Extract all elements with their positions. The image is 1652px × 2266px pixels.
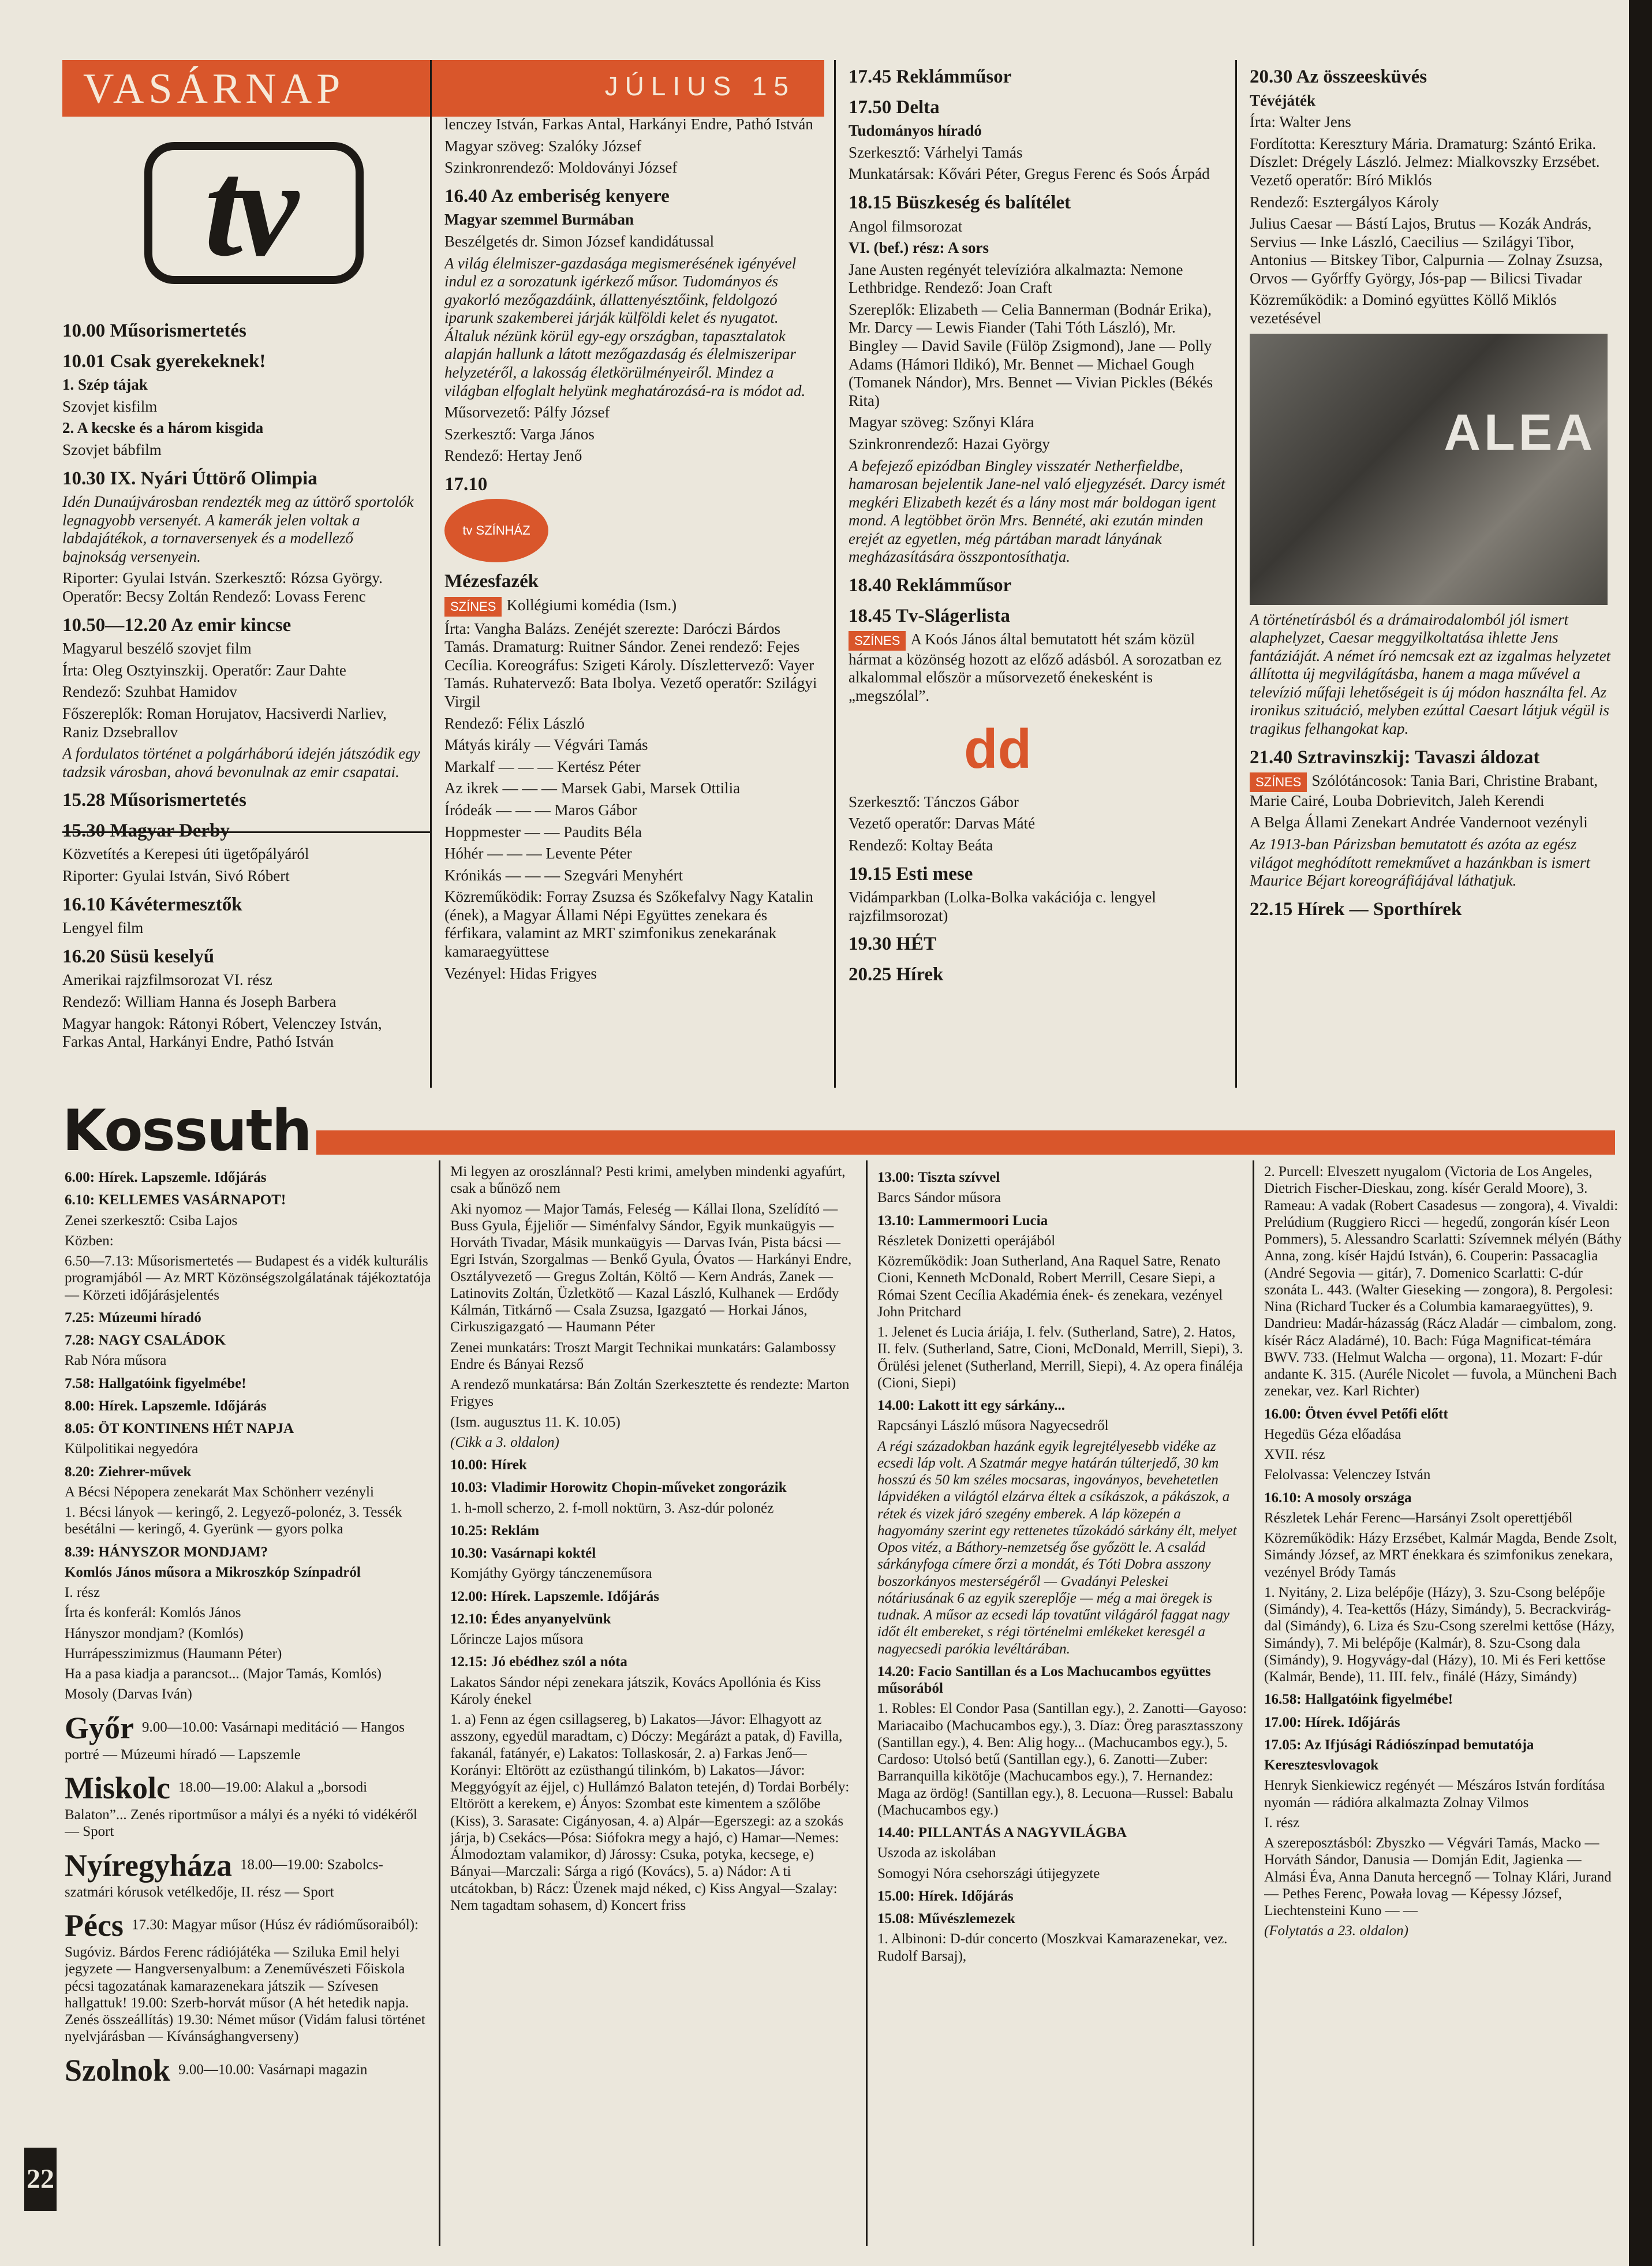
program-title: 16.40 Az emberiség kenyere <box>444 185 670 207</box>
program-description: Idén Dunaújvárosban rendezték meg az úttörő sportolók legnagyobb versenyét. A kamerák jelen voltak a labdajátékok, a tornaversenyek és a modellező bajnokság versenyein. <box>62 493 414 565</box>
program-detail: Zenei munkatárs: Troszt Margit Technikai munkatárs: Galambossy Endre és Bányai Rezső <box>450 1339 836 1372</box>
program-title: 16.00: Ötven évvel Petőfi előtt <box>1264 1406 1448 1422</box>
program-title: 8.20: Ziehrer-művek <box>65 1464 192 1480</box>
program-title: 8.39: HÁNYSZOR MONDJAM? <box>65 1544 268 1560</box>
program-detail: Rendező: Esztergályos Károly <box>1250 193 1439 211</box>
radio-column-4 <box>1264 1163 1622 2249</box>
program-detail: Rendező: Szuhbat Hamidov <box>62 683 237 701</box>
program-detail: Rab Nóra műsora <box>65 1353 167 1369</box>
program-subtitle: Magyar szemmel Burmában <box>444 211 634 229</box>
program-subtitle: Tévéjáték <box>1250 91 1315 109</box>
program-detail: Szerkesztő: Varga János <box>444 425 595 443</box>
program-detail: Beszélgetés dr. Simon József kandidátussal <box>444 232 715 250</box>
program-description: A régi századokban hazánk egyik legrejtélyesebb vidéke az ecsedi láp volt. A Szatmár megye határán túlterjedő, 30 km hosszú és 50 km széles mocsaras, ingoványos, bevehetetlen lápvidéken a világtól elzárva éltek a csíkászok, a pákászok, a rétek és vizek járó szegény emberek. A láp közepén a hagyomány szerint egy rettenetes tűzokádó sárkány élt, melyet Opos vitéz, a Báthory-nemzetség őse győzött le. A család sárkányfoga címere őrzi a mondát, és Tóti Dobra asszony boszorkányos mesterségéről — Gvadányi Peleskei nótáriusának 6 az egyik szereplője — még a mai öregek is tudnak. A műsor az ecsedi láp tovatűnt világáról faggat nagy időt élt embereket, s régi történelmi emlékeket keresgél a nagyecsedi parókia levéltárában. <box>877 1438 1237 1657</box>
program-detail: Közreműködik: a Dominó együttes Köllő Miklós vezetésével <box>1250 291 1557 327</box>
program-detail: 1. a) Fenn az égen csillagsereg, b) Lakatos—Jávor: Elhagyott az asszony, egyedül maradtam, c) Dóczy: Megárázt a patak, d) Favilla, fakanál, fatányér, e) Lakatos: Tollaskosár, 2. a) Farkas Jenő—Korányi: Eltörött az ezüsthangú tilinkóm, b) Lakatos—Jávor: Meggyógyít az éjjel, c) Hullámzó Balaton tetején, d) Tordai Borbély: Eltörött a kerekem, e) Ányos: Szombat este kimentem a szőlőbe (Kiss), 3. Sarasate: Cigányosan, 4. a) Alpár—Egerszegi: az a szokás járja, b) Csekács—Pósa: Siófokra megy a hajó, c) Hamar—Nemes: Álmodoztam valamikor, d) Járossy: Csuka, potyka, kecsege, e) Bányai—Marczali: Sárga a rigó (Kovács), 5. a) Nádor: A ti utcátokban, b) Rácz: Üzenek majd néked, c) Kiss Angyal—Szalay: Nem tagadtam sohasem, d) Koncert friss <box>450 1712 850 1913</box>
program-detail: Henryk Sienkiewicz regényét — Mészáros István fordítása nyomán — rádióra alkalmazta Zolnay Vilmos <box>1264 1778 1605 1810</box>
scene-photo <box>1250 334 1608 605</box>
program-detail: Uszoda az iskolában <box>877 1845 996 1861</box>
program-title: 10.25: Reklám <box>450 1522 540 1539</box>
region-schedule: 18.00—19.00: Szabolcs-szatmári kórusok vetélkedője, II. rész — Sport <box>65 1856 383 1900</box>
program-detail: Barcs Sándor műsora <box>877 1190 1001 1206</box>
program-title: 15.28 Műsorismertetés <box>62 790 246 811</box>
day-header-banner <box>62 60 824 117</box>
program-detail: Közreműködik: Házy Erzsébet, Kalmár Magda, Bende Zsolt, Simándy József, az MRT énekkara és szimfonikus zenekara, vezényel Bródy Tamás <box>1264 1530 1617 1580</box>
program-detail: Munkatársak: Kővári Péter, Gregus Ferenc és Soós Árpád <box>849 165 1210 183</box>
regional-program <box>65 1710 432 1763</box>
program-detail: Jane Austen regényét televízióra alkalmazta: Nemone Lethbridge. Rendező: Joan Craft <box>849 260 1183 297</box>
program-detail: Szovjet bábfilm <box>62 440 162 458</box>
program-detail: Felolvassa: Velenczey István <box>1264 1467 1431 1483</box>
program-detail: Közvetítés a Kerepesi úti ügetőpályáról <box>62 845 309 863</box>
program-title: 10.50—12.20 Az emir kincse <box>62 614 291 636</box>
column-divider <box>430 60 432 1088</box>
program-title: 13.00: Tiszta szívvel <box>877 1170 1000 1185</box>
date-label: JÚLIUS 15 <box>604 71 795 101</box>
program-detail: Rendező: Félix László <box>444 714 585 732</box>
program-title: 10.01 Csak gyerekeknek! <box>62 350 266 372</box>
program-detail: A rendező munkatársa: Bán Zoltán Szerkesztette és rendezte: Marton Frigyes <box>450 1377 850 1410</box>
program-detail: Riporter: Gyulai István, Sivó Róbert <box>62 867 290 885</box>
program-detail: Riporter: Gyulai István. Szerkesztő: Rózsa György. Operatőr: Becsy Zoltán Rendező: Lovass Ferenc <box>62 569 383 606</box>
badge-note-text: A Koós János által bemutatott hét szám közül hármat a közönség hozott az előző adásból. A sorozatban ez alkalommal először a műsorvezető énekesként is „megszólal”. <box>849 630 1222 704</box>
program-detail: Magyar szöveg: Szőnyi Klára <box>849 413 1034 431</box>
badge-note-text: Szólótáncosok: Tania Bari, Christine Brabant, Marie Cairé, Louba Dobrievitch, Jaleh Kerendi <box>1250 772 1598 809</box>
program-detail: (Ism. augusztus 11. K. 10.05) <box>450 1414 621 1430</box>
regional-program <box>65 1907 432 2045</box>
program-detail: Vezető operatőr: Darvas Máté <box>849 815 1036 833</box>
program-subtitle: Tudományos híradó <box>849 122 982 140</box>
radio-title-bar <box>316 1130 1615 1155</box>
region-schedule: 9.00—10.00: Vasárnapi meditáció — Hangos portré — Múzeumi híradó — Lapszemle <box>65 1719 405 1763</box>
program-title: 17.50 Delta <box>849 96 940 118</box>
program-detail: Fordította: Keresztury Mária. Dramaturg: Szántó Erika. Díszlet: Drégely László. Jelmez: Mialkovszky Erzsébet. Vezető operatőr: Bíró Miklós <box>1250 135 1600 189</box>
program-detail: A Bécsi Népopera zenekarát Max Schönherr vezényli <box>65 1484 374 1500</box>
program-title: 19.30 HÉT <box>849 934 937 955</box>
program-detail: Rapcsányi László műsora Nagyecsedről <box>877 1418 1109 1434</box>
program-description: (Cikk a 3. oldalon) <box>450 1434 559 1450</box>
program-title: 18.40 Reklámműsor <box>849 574 1012 596</box>
program-detail: 6.50—7.13: Műsorismertetés — Budapest és a vidék kulturális programjából — Az MRT Közönségszolgálatának tájékoztatója — Körzeti időjárásjelentés <box>65 1253 431 1303</box>
program-detail: Külpolitikai negyedóra <box>65 1441 199 1457</box>
program-detail: Főszereplők: Roman Horujatov, Hacsiverdi Narliev, Raniz Dzsebrallov <box>62 704 387 741</box>
program-title: 17.05: Az Ifjúsági Rádiószínpad bemutatója <box>1264 1737 1534 1753</box>
tv-column-1 <box>62 312 420 1088</box>
radio-column-2 <box>450 1163 857 2249</box>
program-detail: Zenei szerkesztő: Csiba Lajos <box>65 1212 238 1229</box>
tv-szinhaz-logo: tv SZÍNHÁZ <box>444 499 548 562</box>
program-detail: Hurrápesszimizmus (Haumann Péter) <box>65 1645 282 1662</box>
color-badge: SZÍNES <box>444 597 502 617</box>
program-detail: 1. Bécsi lányok — keringő, 2. Legyező-polonéz, 3. Tessék besétálni — keringő, 4. Gyerünk — gyors polka <box>65 1505 402 1537</box>
program-detail: Rendező: Koltay Beáta <box>849 837 993 854</box>
program-detail: A szereposztásból: Zbyszko — Végvári Tamás, Macko — Horváth Sándor, Danusia — Domján Edit, Jagienka — Almási Éva, Anna Danuta hercegnő — Tolnay Klári, Jurand — Pethes Ferenc, Powała lovag — Képessy József, Liechtensteini Kuno — — <box>1264 1835 1612 1918</box>
program-title: 20.30 Az összeesküvés <box>1250 66 1427 87</box>
program-detail: Ha a pasa kiadja a parancsot... (Major Tamás, Komlós) <box>65 1666 382 1682</box>
column-divider <box>1253 1160 1254 2246</box>
program-title: 16.58: Hallgatóink figyelmébe! <box>1264 1692 1453 1708</box>
program-detail: Somogyi Nóra csehországi útijegyzete <box>877 1865 1100 1882</box>
program-detail: Krónikás — — — Szegvári Menyhért <box>444 866 683 884</box>
program-subtitle: Komlós János műsora a Mikroszkóp Színpadról <box>65 1564 361 1580</box>
program-detail: Írta: Oleg Osztyinszkij. Operatőr: Zaur Dahte <box>62 661 346 679</box>
program-title: 14.00: Lakott itt egy sárkány... <box>877 1398 1065 1413</box>
region-schedule: 17.30: Magyar műsor (Húsz év rádióműsoraiból): Sugóviz. Bárdos Ferenc rádiójátéka — Sziluka Emil helyi jegyzete — Hangversenyalbum: a Zeneművészeti Főiskola pécsi tagozatának kamarazenekara játszik — Szívesen hallgattuk! 19.00: Szerb-horvát műsor (A hét hetedik napja. Zenés összeállítás) 19.30: Német műsor (Vidám falusi történet nyelvjárásban — Kívánsághangverseny) <box>65 1917 425 2045</box>
program-detail: Közreműködik: Forray Zsuzsa és Szőkefalvy Nagy Katalin (ének), a Magyar Állami Népi Együttes zenekara és férfikara, valamint az MRT szimfonikus zenekarának kamaraegyüttese <box>444 888 813 960</box>
region-schedule: 9.00—10.00: Vasárnapi magazin <box>178 2062 368 2078</box>
program-title: 18.15 Büszkeség és balítélet <box>849 192 1071 213</box>
program-subtitle: VI. (bef.) rész: A sors <box>849 239 989 257</box>
program-detail: Lőrincze Lajos műsora <box>450 1632 584 1647</box>
program-detail: Szinkronrendező: Hazai György <box>849 435 1050 453</box>
program-detail: Közreműködik: Joan Sutherland, Ana Raquel Satre, Renato Cioni, Kenneth McDonald, Robert Merrill, Cesare Siepi, a Római Szent Cecília Akadémia ének- és zenekara, vezényel John Pritchard <box>877 1253 1223 1320</box>
program-title: 17.10 <box>444 473 488 495</box>
program-detail: Magyarul beszélő szovjet film <box>62 640 252 658</box>
program-detail: Írta: Walter Jens <box>1250 113 1351 131</box>
program-detail: Szerkesztő: Tánczos Gábor <box>849 793 1019 811</box>
program-title: 15.08: Művészlemezek <box>877 1911 1015 1927</box>
program-detail: Rendező: Hertay Jenő <box>444 447 582 465</box>
program-title: 10.00: Hírek <box>450 1457 527 1473</box>
program-detail: Részletek Lehár Ferenc—Harsányi Zsolt operettjéből <box>1264 1510 1573 1526</box>
program-detail: Részletek Donizetti operájából <box>877 1233 1056 1249</box>
program-subtitle: 2. A kecske és a három kisgida <box>62 419 264 437</box>
program-detail: Lengyel film <box>62 919 144 937</box>
program-title: 8.00: Hírek. Lapszemle. Időjárás <box>65 1398 267 1414</box>
program-detail: Íródeák — — — Maros Gábor <box>444 801 637 819</box>
program-detail: 1. Jelenet és Lucia áriája, I. felv. (Sutherland, Satre), 2. Hatos, II. felv. (Sutherland, Satre, Cioni, McDonald, Merrill, Siepi), 3. Őrülési jelenet (Sutherland, Merrill, Siepi), 4. Az opera fináléja (Cioni, Siepi) <box>877 1324 1243 1391</box>
program-detail: Lakatos Sándor népi zenekara játszik, Kovács Apollónia és Kiss Károly énekel <box>450 1674 821 1707</box>
program-title: 6.10: KELLEMES VASÁRNAPOT! <box>65 1192 286 1208</box>
region-name: Pécs <box>65 1908 124 1943</box>
radio-section-title: Kossuth <box>62 1098 311 1164</box>
program-subtitle: Keresztesvlovagok <box>1264 1757 1379 1773</box>
program-detail: Hányszor mondjam? (Komlós) <box>65 1625 244 1641</box>
program-detail: Hóhér — — — Levente Péter <box>444 845 632 863</box>
program-detail: Írta és konferál: Komlós János <box>65 1605 241 1621</box>
program-title: 15.30 Magyar Derby <box>62 820 230 841</box>
column-divider <box>439 1160 440 2246</box>
program-detail: Írta: Vangha Balázs. Zenéjét szerezte: Daróczi Bárdos Tamás. Dramaturg: Ruitner Sándor. Zenei rendező: Fejes Cecília. Koreográfus: Szigeti Károly. Díszlettervező: Vayer Tamás. Ruhatervező: Bata Ibolya. Vezető operatőr: Szilágyi Virgil <box>444 619 817 711</box>
tv-column-2 <box>444 115 825 1085</box>
radio-column-3 <box>877 1163 1247 2249</box>
program-detail: Szerkesztő: Várhelyi Tamás <box>849 143 1023 161</box>
regional-program <box>65 1770 432 1841</box>
program-detail: Komjáthy György tánczeneműsora <box>450 1566 652 1582</box>
program-detail: 1. Albinoni: D-dúr concerto (Moszkvai Kamarazenekar, vez. Rudolf Barsaj), <box>877 1931 1228 1964</box>
slagerlista-logo: dd <box>964 718 1032 780</box>
regional-program <box>65 2052 432 2089</box>
program-title: 16.20 Süsü keselyű <box>62 946 215 967</box>
program-detail: I. rész <box>65 1585 100 1600</box>
program-detail: 1. Robles: El Condor Pasa (Santillan egy.), 2. Zanotti—Gayoso: Mariacaibo (Machucambos egy.), 3. Díaz: Öreg parasztasszony (Santillan egy.), 4. Ben: Alig hogy... (Machucambos egy.), 5. Cardoso: Utolsó betű (Santillan egy.), 6. Zanotti—Zuber: Barranquilla kikötője (Machucambos egy.), 7. Hernandez: Maga az ördög! (Santillan egy.), 8. Lecuona—Russel: Babalu (Machucambos egy.) <box>877 1701 1247 1818</box>
tv-column-3 <box>849 58 1227 1085</box>
program-detail: Az ikrek — — — Marsek Gabi, Marsek Ottilia <box>444 779 741 797</box>
program-title: 8.05: ÖT KONTINENS HÉT NAPJA <box>65 1421 294 1436</box>
program-detail: Mosoly (Darvas Iván) <box>65 1686 192 1703</box>
program-detail: Szereplők: Elizabeth — Celia Bannerman (Bodnár Erika), Mr. Darcy — Lewis Fiander (Tahi Tóth László), Mr. Bingley — David Savile (Fülöp Zsigmond), Jane — Polly Adams (Hámori Ildikó), Mr. Bennet — Michael Gough (Tomanek Nándor), Mrs. Bennet — Vivian Pickles (Békés Rita) <box>849 300 1213 409</box>
program-title: 15.00: Hírek. Időjárás <box>877 1888 1014 1904</box>
program-title: 14.20: Facio Santillan és a Los Machucambos együttes műsorából <box>877 1663 1211 1696</box>
column-divider <box>866 1160 868 2246</box>
program-subtitle: 1. Szép tájak <box>62 376 148 394</box>
program-title: 6.00: Hírek. Lapszemle. Időjárás <box>65 1170 267 1185</box>
program-title: 12.10: Édes anyanyelvünk <box>450 1611 611 1627</box>
program-title: 17.45 Reklámműsor <box>849 66 1012 87</box>
program-title: 16.10 Kávétermesztők <box>62 894 242 915</box>
program-detail: Julius Caesar — Bástí Lajos, Brutus — Kozák András, Servius — Inke László, Caecilius — Szilágyi Tibor, Antonius — Bitskey Tibor, Calpurnia — Zolnay Zsuzsa, Orvos — Győrffy György, Jós-pap — Bilicsi Tivadar <box>1250 215 1603 287</box>
program-detail: lenczey István, Farkas Antal, Harkányi Endre, Pathó István <box>444 115 813 133</box>
program-detail: A Belga Állami Zenekart Andrée Vandernoot vezényli <box>1250 813 1588 831</box>
program-detail: Vezényel: Hidas Frigyes <box>444 964 597 982</box>
program-title: 13.10: Lammermoori Lucia <box>877 1212 1048 1229</box>
tv-logo-text: tv <box>204 131 293 285</box>
program-title: 12.15: Jó ebédhez szól a nóta <box>450 1654 627 1670</box>
program-detail: Magyar szöveg: Szalóky József <box>444 137 642 155</box>
program-description: A befejező epizódban Bingley visszatér Netherfieldbe, hamarosan bejelentik Jane-nel való eljegyzését. Darcy ismét megkéri Elizabeth kezét és a lány most már boldogan igent mond. A legtöbbet örön Mrs. Bennété, aki ezután minden erejét az egyetlen, még pártában maradt lányának megházasítására összpontosíthatja. <box>849 457 1225 566</box>
color-program-note <box>1250 772 1619 810</box>
color-badge: SZÍNES <box>849 631 906 651</box>
program-title: 18.45 Tv-Slágerlista <box>849 605 1010 626</box>
program-detail: Közben: <box>65 1233 114 1249</box>
program-detail: Markalf — — — Kertész Péter <box>444 757 641 775</box>
region-schedule: 18.00—19.00: Alakul a „borsodi Balaton”... Zenés riportműsor a mályi és a nyéki tó vidékéről — Sport <box>65 1779 417 1840</box>
program-detail: I. rész <box>1264 1815 1300 1831</box>
program-title: 10.30: Vasárnapi koktél <box>450 1545 596 1561</box>
program-detail: Szovjet kisfilm <box>62 397 158 415</box>
regional-program <box>65 1847 432 1901</box>
column-divider <box>834 60 836 1088</box>
tv-column-4 <box>1250 58 1619 1085</box>
region-name: Szolnok <box>65 2052 171 2088</box>
program-title: 17.00: Hírek. Időjárás <box>1264 1714 1400 1730</box>
program-detail: Mátyás király — Végvári Tamás <box>444 736 648 754</box>
region-name: Miskolc <box>65 1770 170 1805</box>
program-title: 22.15 Hírek — Sporthírek <box>1250 898 1462 920</box>
program-detail: Aki nyomoz — Major Tamás, Feleség — Kállai Ilona, Szelídító — Buss Gyula, Éjjeliőr — Siménfalvy Sándor, Egyik munkaügyis — Horváth Tivadar, Másik munkaügyis — Darvas Iván, Pista bácsi — Egri István, Szorgalmas — Benkő Gyula, Óvatos — Harkányi Endre, Osztályvezető — Gregus Zoltán, Költő — Kern András, Zanek — Latinovits Zoltán, Üzletkötő — Kazal László, Kulhanek — Erdődy Kálmán, Titkárnő — Csala Zsuzsa, Igazgató — Horkai János, Cirkuszigazgató — Haumann Péter <box>450 1201 852 1335</box>
program-detail: Rendező: William Hanna és Joseph Barbera <box>62 993 337 1011</box>
color-program-note <box>849 630 1227 705</box>
color-program-note <box>444 596 825 617</box>
region-name: Győr <box>65 1710 134 1745</box>
program-detail: Műsorvezető: Pálfy József <box>444 404 610 421</box>
column-divider <box>1235 60 1237 1088</box>
program-detail: Hoppmester — — Paudits Béla <box>444 823 642 841</box>
program-title: 7.25: Múzeumi híradó <box>65 1309 201 1326</box>
program-detail: XVII. rész <box>1264 1447 1325 1462</box>
radio-column-1 <box>65 1163 432 2249</box>
day-title: VASÁRNAP <box>83 65 345 113</box>
program-title: 19.15 Esti mese <box>849 863 973 884</box>
program-title: 10.00 Műsorismertetés <box>62 320 246 341</box>
program-detail: Magyar hangok: Rátonyi Róbert, Velenczey István, Farkas Antal, Harkányi Endre, Pathó István <box>62 1014 382 1051</box>
program-title: 14.40: PILLANTÁS A NAGYVILÁGBA <box>877 1825 1127 1841</box>
program-detail: 1. Nyitány, 2. Liza belépője (Házy), 3. Szu-Csong belépője (Simándy), 4. Tea-kettős (Házy, Simándy), 5. Becrackvirág-dal (Simándy), 6. Liza és Szu-Csong szerelmi kettőse (Házy, Simándy), 7. Mi belépője (Kalmár), 8. Szu-Csong dala (Simándy), 9. Hogyvágy-dal (Házy), 10. Mi és Feri kettőse (Kalmár, Bende), 11. III. felv., finálé (Házy, Simándy) <box>1264 1584 1615 1685</box>
program-detail: Amerikai rajzfilmsorozat VI. rész <box>62 971 272 989</box>
program-detail: Mi legyen az oroszlánnal? Pesti krimi, amelyben mindenki agyafúrt, csak a bűnöző nem <box>450 1164 846 1197</box>
program-title: 20.25 Hírek <box>849 964 944 985</box>
program-detail: Szinkronrendező: Moldoványi József <box>444 159 678 177</box>
program-title: 10.30 IX. Nyári Úttörő Olimpia <box>62 468 317 489</box>
page-number: 22 <box>24 2148 57 2211</box>
program-title: 21.40 Sztravinszkij: Tavaszi áldozat <box>1250 746 1540 768</box>
program-title: 12.00: Hírek. Lapszemle. Időjárás <box>450 1588 660 1604</box>
program-detail: Vidámparkban (Lolka-Bolka vakációja c. lengyel rajzfilmsorozat) <box>849 889 1156 924</box>
program-detail: 2. Purcell: Elveszett nyugalom (Victoria de Los Angeles, Dietrich Fischer-Dieskau, zong. kísér Gerald Moore), 3. Rameau: A vadak (Robert Casadesus — zongora), 4. Vivaldi: Prelúdium (Ruggiero Ricci — hegedű, zongorán kísér Leon Pommers), 5. Alessandro Scarlatti: Szívemnek mélyén (Báthy Anna, zong. kísér Hajdú István), 6. Couperin: Passacaglia (André Segovia — gitár), 7. Domenico Scarlatti: C-dúr szonáta L. 443. (Walter Gieseking — zongora), 8. Pergolesi: Nina (Richard Tucker és a Columbia kamaraegyüttes), 9. Dandrieu: Madár-házasság (Rácz Aladár — cimbalom, zong. kísér Rácz Aladárné), 10. Bach: Fúga Magnificat-témára BWV. 733. (Helmut Walcha — orgona), 11. Mozart: F-dúr andante K. 315. (Auréle Nicolet — fuvola, a Müncheni Bach zenekar, vez. Karl Richter) <box>1264 1164 1622 1399</box>
program-description: A történetírásból és a drámairodalomból jól ismert alaphelyzet, Caesar meggyilkoltatása ihlette Jens fantáziáját. A német író nemcsak ezt az izgalmas helyzetet állította új megvilágításba, hanem a maga művével a televízió műfaji lehetőségeit is új módon használta fel. Az ironikus szituáció, melyben ezúttal Caesart látjuk végül is tragikus felhangokat kap. <box>1250 610 1611 738</box>
program-title: 7.28: NAGY CSALÁDOK <box>65 1332 226 1348</box>
program-detail: Angol filmsorozat <box>849 217 963 235</box>
program-description: A fordulatos történet a polgárháború idején játszódik egy tadzsik városban, ahová bevonulnak az emir csapatai. <box>62 745 420 781</box>
scan-edge-shadow <box>1629 0 1652 2266</box>
badge-note-text: Kollégiumi komédia (Ism.) <box>506 596 677 614</box>
program-title: Mézesfazék <box>444 571 539 592</box>
program-title: 7.58: Hallgatóink figyelmébe! <box>65 1375 246 1391</box>
program-detail: Hegedüs Géza előadása <box>1264 1426 1401 1442</box>
program-title: 10.03: Vladimir Horowitz Chopin-műveket zongorázik <box>450 1480 787 1496</box>
program-description: Az 1913-ban Párizsban bemutatott és azóta az egész világot meghódított remekművet a hazánkban is ismert Maurice Béjart koreográfiájával láthatjuk. <box>1250 835 1590 890</box>
program-title: 16.10: A mosoly országa <box>1264 1489 1412 1506</box>
program-detail: 1. h-moll scherzo, 2. f-moll noktürn, 3. Asz-dúr polonéz <box>450 1500 774 1516</box>
region-name: Nyíregyháza <box>65 1847 232 1883</box>
photo-sign-text: ALEA <box>1444 403 1596 461</box>
program-description: (Folytatás a 23. oldalon) <box>1264 1923 1408 1939</box>
tv-logo <box>144 131 364 285</box>
program-description: A világ élelmiszer-gazdasága megismerésének igényével indul ez a sorozatunk igérkező műsor. Tudományos és gyakorló mezőgazdáink, állattenyésztőink, feldolgozó iparunk szakemberei járják külföldi kelet és nyugatot. Általuk nézünk körül egy-egy országban, tapasztalatok alapján hallunk a látott mezőgazdaság és élelmiszeripar helyzetéről, a lakosság életkörülményeiről. Mindez a világban elfoglalt helyünk meghatározásá-ra is módot ad. <box>444 254 806 400</box>
color-badge: SZÍNES <box>1250 772 1307 792</box>
